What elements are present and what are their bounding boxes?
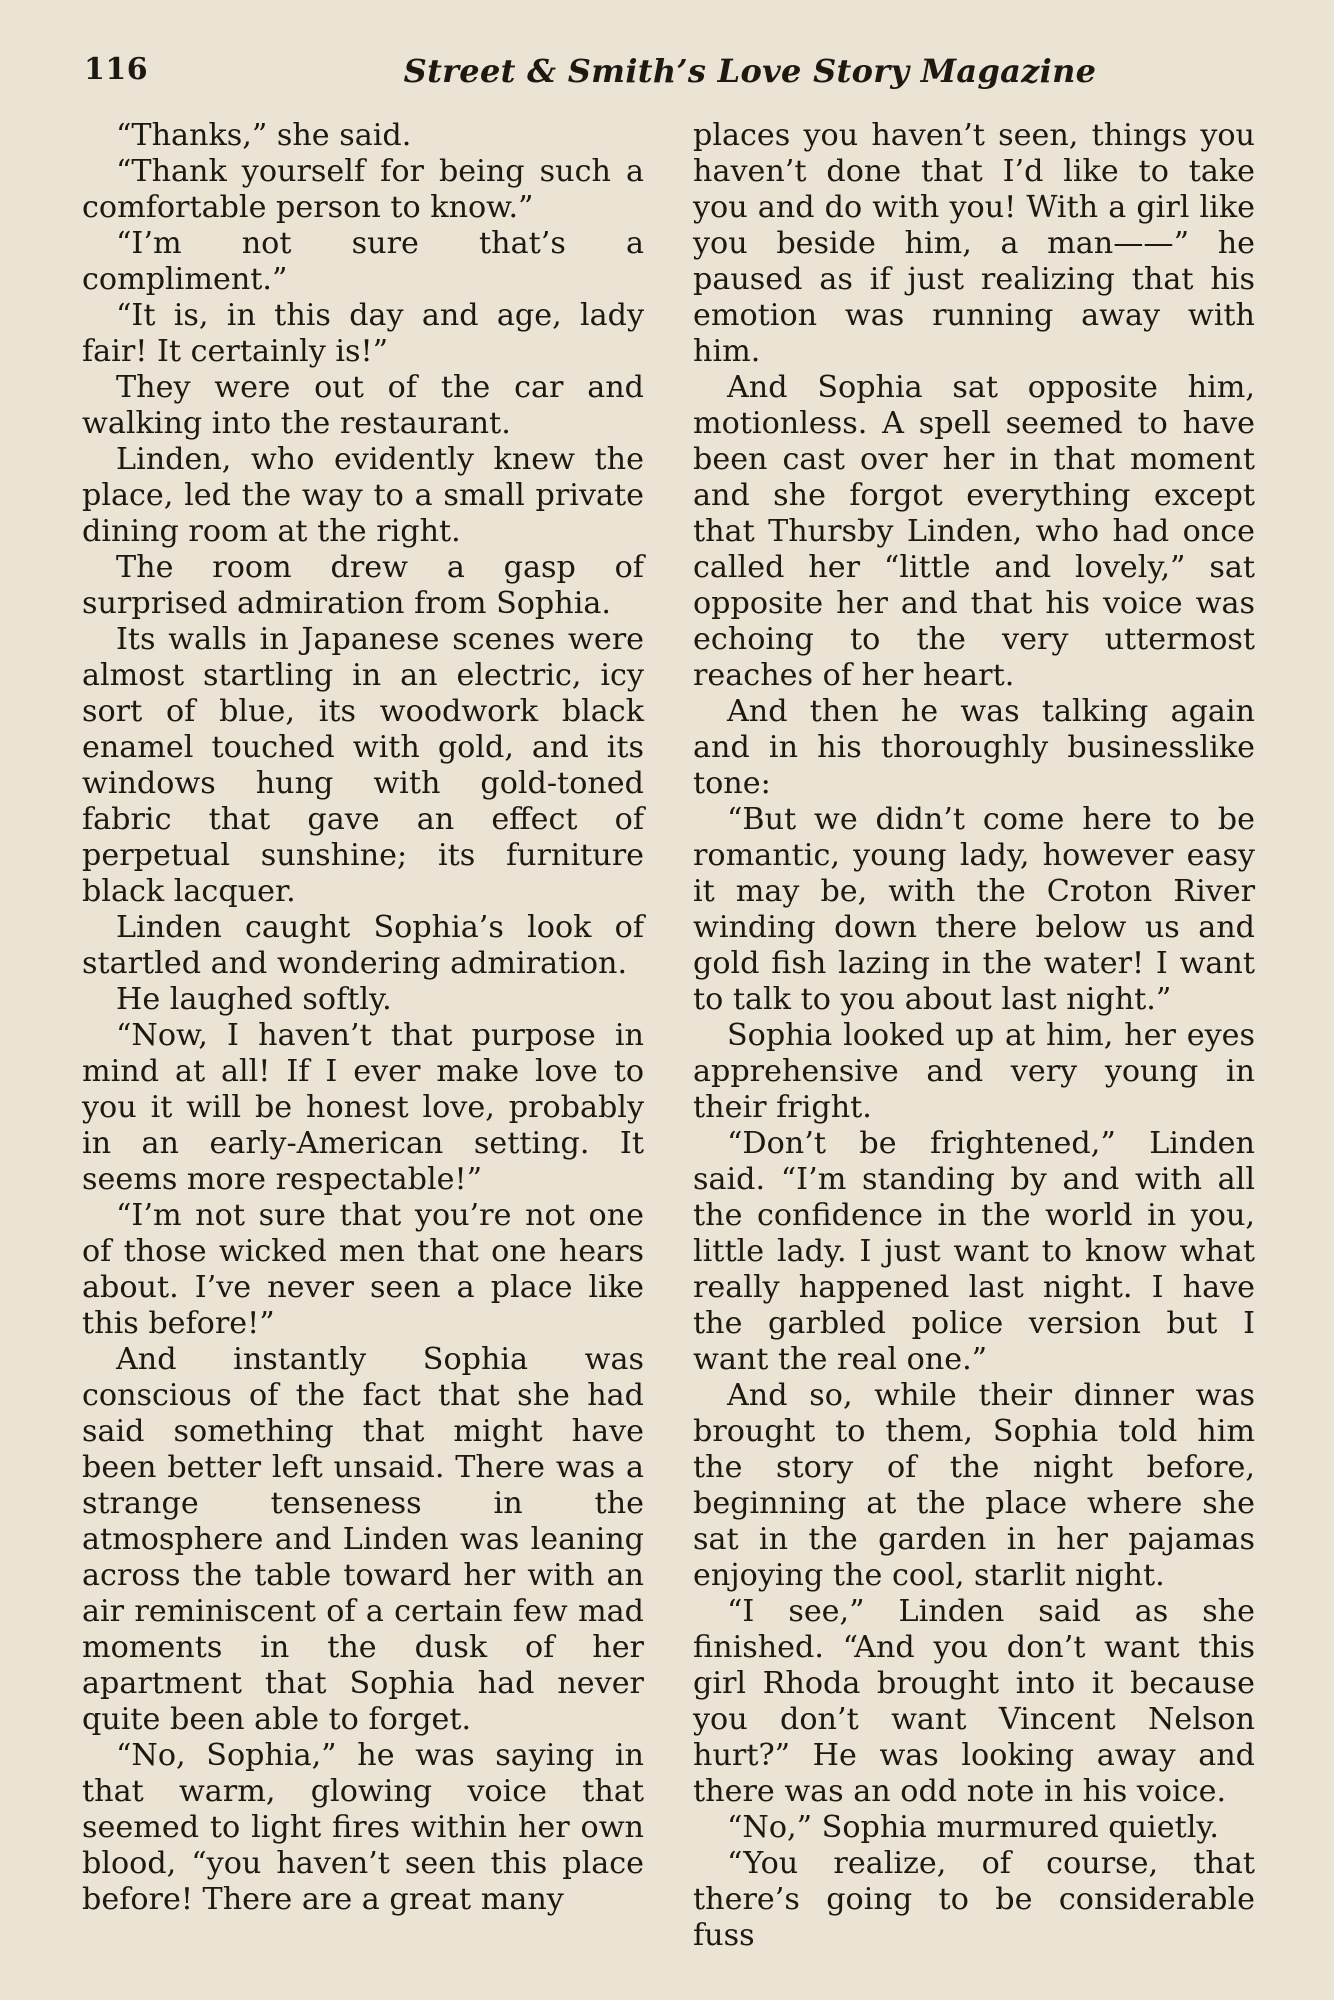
paragraph: They were out of the car and walking into the restaurant. (82, 370, 644, 441)
paragraph: “But we didn’t come here to be romantic, young lady, however easy it may be, with the Croton River winding down there below us and gold fish lazing in the water! I want to talk to you about last night.” (693, 802, 1255, 1017)
paragraph: The room drew a gasp of surprised admiration from Sophia. (82, 550, 644, 621)
paragraph: “I see,” Linden said as she finished. “And you don’t want this girl Rhoda brought into it because you don’t want Vincent Nelson hurt?” He was looking away and there was an odd note in his voice. (693, 1594, 1255, 1809)
paragraph: “You realize, of course, that there’s going to be considerable fuss (693, 1846, 1255, 1953)
paragraph: “No, Sophia,” he was saying in that warm, glowing voice that seemed to light fires within her own blood, “you haven’t seen this place before! There are a great many (82, 1738, 644, 1917)
paragraph: And then he was talking again and in his thoroughly businesslike tone: (693, 694, 1255, 801)
paragraph: Its walls in Japanese scenes were almost startling in an electric, icy sort of blue, its woodwork black enamel touched with gold, and its windows hung with gold-toned fabric that gave an effect of perpetual sunshine; its furniture black lacquer. (82, 622, 644, 909)
paragraph: “No,” Sophia murmured quietly. (727, 1810, 1220, 1845)
paragraph: And Sophia sat opposite him, motionless. A spell seemed to have been cast over her in that moment and she forgot everything except that Thursby Linden, who had once called her “little and lovely,” sat opposite her and that his voice was echoing to the very uttermost reaches of her heart. (693, 370, 1255, 693)
paragraph: “It is, in this day and age, lady fair! It certainly is!” (82, 298, 644, 369)
paragraph: He laughed softly. (116, 982, 392, 1017)
paragraph: “Thanks,” she said. (116, 118, 412, 153)
right-column (693, 118, 1255, 1954)
paragraph: Linden, who evidently knew the place, led the way to a small private dining room at the right. (82, 442, 644, 549)
left-column (82, 118, 644, 1918)
paragraph: “Don’t be frightened,” Linden said. “I’m standing by and with all the confidence in the world in you, little lady. I just want to know what really happened last night. I have the garbled police version but I want the real one.” (693, 1126, 1255, 1377)
paragraph-continued: places you haven’t seen, things you haven’t done that I’d like to take you and do with you! With a girl like you beside him, a man——” he paused as if just realizing that his emotion was running away with him. (693, 118, 1255, 369)
paragraph: And so, while their dinner was brought to them, Sophia told him the story of the night before, beginning at the place where she sat in the garden in her pajamas enjoying the cool, starlit night. (693, 1378, 1255, 1593)
paragraph: “Now, I haven’t that purpose in mind at all! If I ever make love to you it will be honest love, probably in an early-American setting. It seems more respectable!” (82, 1018, 644, 1197)
paragraph: “I’m not sure that you’re not one of those wicked men that one hears about. I’ve never seen a place like this before!” (82, 1198, 644, 1341)
paragraph: Linden caught Sophia’s look of startled and wondering admiration. (82, 910, 644, 981)
paragraph: Sophia looked up at him, her eyes apprehensive and very young in their fright. (693, 1018, 1255, 1125)
paragraph: “Thank yourself for being such a comfortable person to know.” (82, 154, 644, 225)
running-head: Street & Smith’s Love Story Magazine (403, 52, 1097, 90)
page-number: 116 (84, 52, 149, 87)
paragraph: “I’m not sure that’s a compliment.” (82, 226, 644, 297)
paragraph: And instantly Sophia was conscious of the fact that she had said something that might have been better left unsaid. There was a strange tenseness in the atmosphere and Linden was leaning across the table toward her with an air reminiscent of a certain few mad moments in the dusk of her apartment that Sophia had never quite been able to forget. (82, 1342, 644, 1737)
